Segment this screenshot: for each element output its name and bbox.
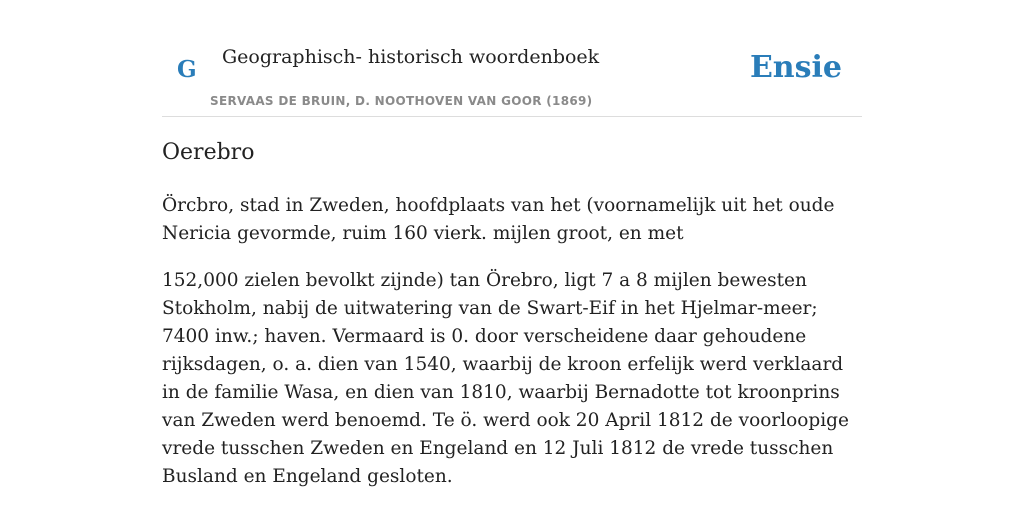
page-container [162, 0, 862, 487]
entry-paragraph: Örcbro, stad in Zweden, hoofdplaats van het (voornamelijk uit het oude Nericia gevormde, ruim 160 vierk. mijlen groot, en met [162, 195, 835, 244]
book-header [162, 0, 862, 117]
ensie-logo[interactable]: Ensie [749, 50, 842, 85]
book-letter[interactable]: G [177, 56, 197, 83]
entry-paragraph: 152,000 zielen bevolkt zijnde) tan Örebro, ligt 7 a 8 mijlen bewesten Stokholm, nabij de uitwatering van de Swart-Eif in het Hjelmar-meer; 7400 inw.; haven. Vermaard is 0. door verscheidene daar gehoudene rijksdagen, o. a. dien van 1540, waarbij de kroon erfelijk werd verklaard in de familie Wasa, en dien van 1810, waarbij Bernadotte tot kroonprins van Zweden werd benoemd. Te ö. werd ook 20 April 1812 de voorloopige vrede tusschen Zweden en Engeland en 12 Juli 1812 de vrede tusschen Busland en Engeland gesloten. [162, 270, 849, 487]
book-author: SERVAAS DE BRUIN, D. NOOTHOVEN VAN GOOR (1869) [210, 94, 593, 108]
entry-title: Oerebro [162, 140, 255, 165]
book-title[interactable]: Geographisch- historisch woordenboek [222, 46, 600, 68]
